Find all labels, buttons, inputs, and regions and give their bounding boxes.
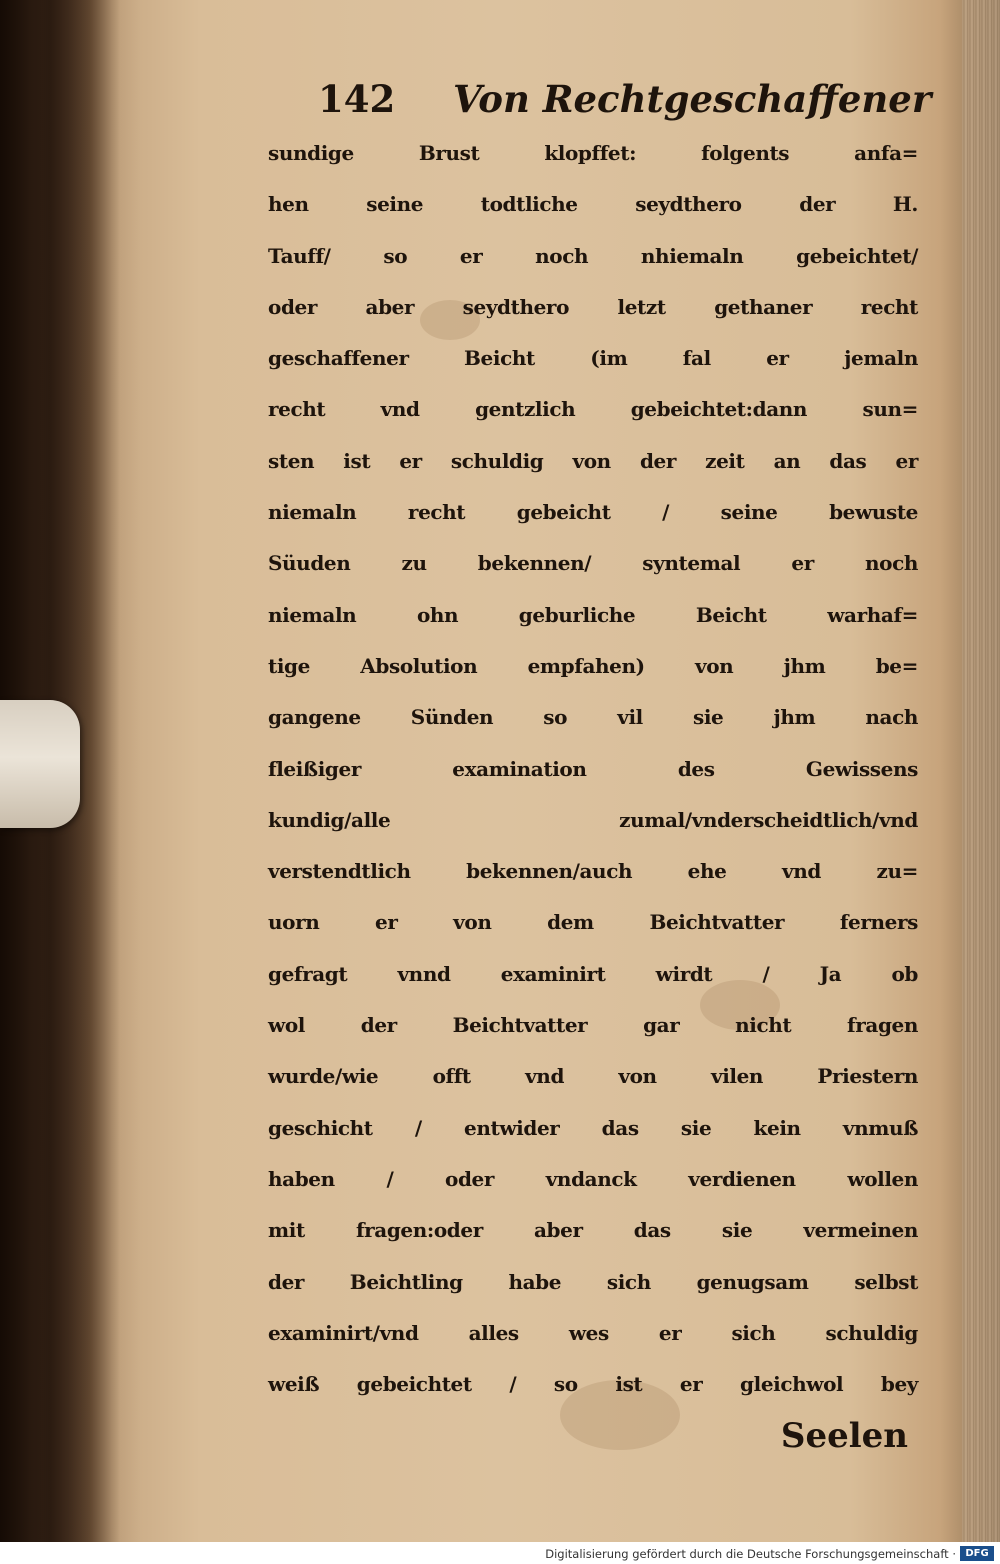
text-line: kundig/alle zumal/vnderscheidtlich/vnd: [268, 807, 918, 832]
funding-notice: Digitalisierung gefördert durch die Deutsche Forschungsgemeinschaft ·: [545, 1547, 956, 1561]
running-title: Von Rechtgeschaffener: [453, 77, 932, 121]
page-number: 142: [318, 77, 396, 121]
text-line: geschicht / entwider das sie kein vnmuß: [268, 1115, 918, 1140]
text-line: geschaffener Beicht (im fal er jemaln: [268, 346, 918, 371]
text-line: tige Absolution empfahen) von jhm be=: [268, 653, 918, 678]
text-line: wol der Beichtvatter gar nicht fragen: [268, 1013, 918, 1038]
text-line: examinirt/vnd alles wes er sich schuldig: [268, 1320, 918, 1345]
text-line: niemaln ohn geburliche Beicht warhaf=: [268, 602, 918, 627]
text-line: hen seine todtliche seydthero der H.: [268, 192, 918, 217]
text-line: sten ist er schuldig von der zeit an das er: [268, 448, 918, 473]
text-line: wurde/wie offt vnd von vilen Priestern: [268, 1064, 918, 1089]
text-line: Süuden zu bekennen/ syntemal er noch: [268, 551, 918, 576]
page-header: [268, 70, 932, 128]
text-line: sundige Brust klopffet: folgents anfa=: [268, 141, 918, 165]
text-line: fleißiger examination des Gewissens: [268, 756, 918, 781]
text-line: haben / oder vndanck verdienen wollen: [268, 1166, 918, 1191]
text-line: recht vnd gentzlich gebeichtet:dann sun=: [268, 397, 918, 422]
text-line: weiß gebeichtet / so ist er gleichwol bey: [268, 1372, 918, 1397]
text-line: verstendtlich bekennen/auch ehe vnd zu=: [268, 859, 918, 884]
text-block: [268, 70, 932, 1462]
text-line: gangene Sünden so vil sie jhm nach: [268, 705, 918, 730]
text-line: mit fragen:oder aber das sie vermeinen: [268, 1218, 918, 1243]
dfg-logo: DFG: [960, 1546, 994, 1561]
footer-bar: [0, 1542, 1000, 1564]
catchword: Seelen: [780, 1416, 908, 1457]
page-edge: [962, 0, 1000, 1564]
text-line: der Beichtling habe sich genugsam selbst: [268, 1269, 918, 1294]
text-line: gefragt vnnd examinirt wirdt / Ja ob: [268, 961, 918, 986]
text-line: Tauff/ so er noch nhiemaln gebeichtet/: [268, 243, 918, 268]
tab-marker: [0, 700, 80, 828]
text-line: uorn er von dem Beichtvatter ferners: [268, 910, 918, 935]
text-line: oder aber seydthero letzt gethaner recht: [268, 294, 918, 319]
text-line: niemaln recht gebeicht / seine bewuste: [268, 500, 918, 525]
